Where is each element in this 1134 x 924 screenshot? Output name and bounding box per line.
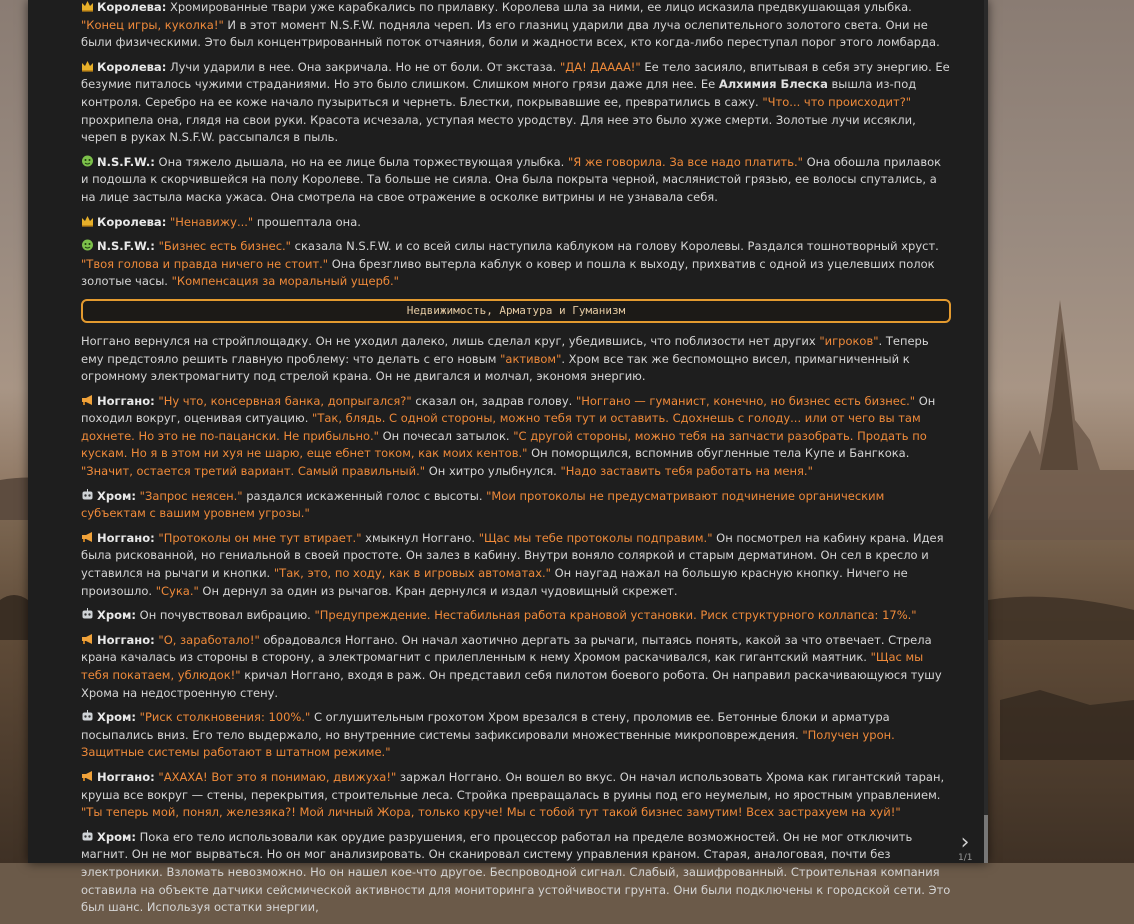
message [81, 632, 951, 702]
speaker-name: Королева: [97, 214, 167, 229]
quote-text: "Что... что происходит?" [762, 94, 912, 109]
crown-icon [81, 0, 94, 12]
message [81, 0, 951, 52]
quote-text: "АХАХА! Вот это я понимаю, движуха!" [158, 769, 397, 784]
green-face-icon [81, 155, 94, 167]
section-title: Недвижимость, Арматура и Гуманизм [81, 299, 951, 323]
quote-text: "Риск столкновения: 100%." [139, 710, 311, 725]
quote-text: "Мои протоколы не предусматривают подчинение органическим субъектам с вашим уровнем угрозы." [81, 488, 885, 521]
quote-text: "Щас мы тебя покатаем, ублюдок!" [81, 650, 924, 682]
speaker-name: N.S.F.W.: [97, 239, 155, 254]
speaker-name: Ноггано: [97, 393, 155, 408]
speaker-name: N.S.F.W.: [97, 154, 155, 169]
narration-text: Пока его тело использовали как орудие разрушения, его процессор работал на пределе возможностей. Он не мог отключить магнит. Он не мог вырваться. Но он мог анализировать. Он сканировал систему управления краном. Старая, аналоговая, почти без электроники. Взломать невозможно. Но он нашел кое-что другое. Беспроводной сигнал. Слабый, зашифрованный. Строительная компания оставила на объекте датчики сейсмической активности для мониторинга устойчивости грунта. Они были подключены к городской сети. Это был шанс. Используя остатки энергии, [81, 829, 951, 915]
speaker-name: Ноггано: [97, 769, 155, 784]
robot-icon [81, 608, 94, 620]
quote-text: "Запрос неясен." [139, 488, 243, 503]
quote-text: "Сука." [155, 583, 199, 598]
narration-text: хмыкнул Ноггано. [361, 530, 479, 545]
speaker-name: Ноггано: [97, 632, 155, 647]
bold-text: Алхимия Блеска [718, 77, 828, 92]
narration-text: сказал он, задрав голову. [411, 393, 576, 408]
page-indicator: 1/1 [958, 853, 973, 863]
quote-text: "Ну что, консервная банка, допрыгался?" [158, 393, 412, 408]
megaphone-icon [81, 394, 94, 406]
message [81, 607, 951, 625]
crown-icon [81, 60, 94, 72]
quote-text: "Бизнес есть бизнес." [158, 239, 291, 254]
narration-text: С оглушительным грохотом Хром врезался в стену, проломив ее. Бетонные блоки и арматура посыпались вниз. Его тело выдержало, но внутренние системы зафиксировали множественные микроповреждения. [81, 710, 890, 742]
narration-text: . Хром все так же беспомощно висел, примагниченный к огромному электромагниту под стрелой крана. Он не двигался и молчал, экономя энергию. [81, 351, 910, 384]
narration-text: раздался искаженный голос с высоты. [242, 488, 487, 503]
message [81, 214, 951, 232]
narration-text: Ее тело засияло, впитывая в себя эту энергию. Ее безумие питалось чужими страданиями. Но это было слишком. Слишком много грязи даже для нее. Ее [81, 59, 950, 92]
narration-text: прошептала она. [253, 214, 361, 229]
message [81, 154, 951, 207]
speaker-name: Хром: [97, 488, 136, 503]
message [81, 488, 951, 523]
message [81, 333, 951, 386]
quote-text: "Я же говорила. За все надо платить." [567, 154, 803, 169]
speaker-name: Королева: [97, 59, 167, 74]
megaphone-icon [81, 633, 94, 645]
message-list [81, 0, 951, 924]
speaker-name: Хром: [97, 710, 136, 725]
speaker-name: Ноггано: [97, 530, 155, 545]
quote-text: "Ты теперь мой, понял, железяка?! Мой личный Жора, только круче! Мы с тобой тут такой бизнес замутим! Всех застрахуем на хуй!" [81, 805, 901, 820]
quote-text: "Щас мы тебе протоколы подправим." [478, 530, 713, 545]
quote-text: "Ноггано — гуманист, конечно, но бизнес есть бизнес." [575, 393, 916, 408]
message [81, 709, 951, 762]
speaker-name: Хром: [97, 608, 136, 623]
scrollbar-thumb[interactable] [984, 815, 988, 863]
speaker-name: Королева: [97, 0, 167, 14]
narration-text: И в этот момент N.S.F.W. подняла череп. Из его глазниц ударили два луча ослепительного золотого света. Они не были физическими. Это был концентрированный поток отчаяния, боли и жадности всех, кто когда-либо переступал порог этого ломбарда. [81, 17, 940, 50]
scrollbar[interactable] [984, 0, 988, 863]
narration-text: Она обошла прилавок и подошла к скорчившейся на полу Королеве. Та больше не сияла. Она была покрыта черной, маслянистой грязью, ее волосы спутались, а на лице застыла маска ужаса. Она смотрела на свое отражение в осколке витрины и не узнавала себя. [81, 154, 942, 204]
narration-text: Он хитро улыбнулся. [425, 464, 561, 479]
quote-text: "Значит, остается третий вариант. Самый правильный." [81, 464, 426, 479]
narration-text: Он наугад нажал на большую красную кнопку. Ничего не произошло. [81, 566, 908, 598]
quote-text: "Так, это, по ходу, как в игровых автоматах." [273, 566, 551, 581]
narration-text: Он походил вокруг, оценивая ситуацию. [81, 393, 936, 426]
robot-icon [81, 710, 94, 722]
narration-text: Она тяжело дышала, но на ее лице была торжествующая улыбка. [154, 154, 568, 169]
message [81, 829, 951, 917]
megaphone-icon [81, 770, 94, 782]
robot-icon [81, 830, 94, 842]
quote-text: "Протоколы он мне тут втирает." [158, 530, 362, 545]
quote-text: "Предупреждение. Нестабильная работа крановой установки. Риск структурного коллапса: 17%." [314, 608, 917, 623]
quote-text: "Надо заставить тебя работать на меня." [560, 464, 813, 479]
message [81, 393, 951, 481]
message [81, 769, 951, 822]
message [81, 238, 951, 291]
quote-text: "Так, блядь. С одной стороны, можно тебя тут и оставить. Сдохнешь с голоду... или от чего вы там дохнете. Но это не по-пацански. Не прибыльно." [81, 411, 921, 443]
narration-text: кричал Ноггано, входя в раж. Он представил себя пилотом боевого робота. Он направил раскачивающуюся тушу Хрома на недостроенную стену. [81, 668, 942, 700]
narration-text: прохрипела она, глядя на свои руки. Красота исчезала, уступая место уродству. Для нее это было хуже смерти. Золотые лучи иссякли, череп в руках N.S.F.W. рассыпался в пыль. [81, 112, 916, 145]
narration-text: Ноггано вернулся на стройплощадку. Он не уходил далеко, лишь сделал круг, убедившись, что поблизости нет других [81, 333, 820, 348]
narration-text: Она брезгливо вытерла каблук о ковер и пошла к выходу, прихватив с одной из уцелевших полок золотые часы. [81, 256, 935, 289]
chevron-right-icon[interactable]: › [960, 830, 970, 855]
narration-text: сказала N.S.F.W. и со всей силы наступила каблуком на голову Королевы. Раздался тошнотворный хруст. [290, 239, 939, 254]
crown-icon [81, 215, 94, 227]
quote-text: "Твоя голова и правда ничего не стоит." [81, 256, 329, 271]
quote-text: "игроков" [819, 333, 879, 348]
narration-text: вышла из-под контроля. Серебро на ее коже начало пузыриться и чернеть. Блестки, покрывавшие ее, превратились в сажу. [81, 77, 917, 109]
narration-text: . Теперь ему предстояло решить главную проблему: что делать с его новым [81, 333, 929, 366]
narration-text: Лучи ударили в нее. Она закричала. Но не от боли. От экстаза. [166, 59, 560, 74]
green-face-icon [81, 239, 94, 251]
quote-text: "О, заработало!" [158, 632, 260, 647]
robot-icon [81, 489, 94, 501]
narration-text: заржал Ноггано. Он вошел во вкус. Он начал использовать Хрома как гигантский таран, круша все вокруг — стены, перекрытия, строительные леса. Стройка превращалась в руины под его неумелым, но яростным управлением. [81, 769, 945, 802]
chat-panel [28, 0, 988, 915]
megaphone-icon [81, 531, 94, 543]
narration-text: Он почесал затылок. [378, 428, 514, 443]
quote-text: "С другой стороны, можно тебя на запчасти разобрать. Продать по кускам. Но я в этом ни хуя не шарю, еще ебнет током, как моих кентов." [81, 428, 927, 461]
quote-text: "активом" [500, 351, 562, 366]
message [81, 530, 951, 600]
message [81, 59, 951, 147]
narration-text: Хромированные твари уже карабкались по прилавку. Королева шла за ними, ее лицо исказила предвкушающая улыбка. [166, 0, 912, 14]
quote-text: "ДА! ДАААА!" [559, 59, 641, 74]
speaker-name: Хром: [97, 829, 136, 844]
quote-text: "Компенсация за моральный ущерб." [171, 274, 399, 289]
narration-text: Он посмотрел на кабину крана. Идея была рискованной, но гениальной в своей простоте. Он залез в кабину. Внутри воняло соляркой и старым дерматином. Он сел в кресло и уставился на рычаги и кнопки. [81, 530, 944, 581]
quote-text: "Получен урон. Защитные системы работают в штатном режиме." [81, 727, 895, 760]
narration-text: обрадовался Ноггано. Он начал хаотично дергать за рычаги, пытаясь понять, какой за что отвечает. Стрела крана качалась из стороны в сторону, а электромагнит с прилепленным к нему Хромом раскачивался, как гигантский маятник. [81, 632, 932, 665]
narration-text: Он почувствовал вибрацию. [136, 608, 315, 623]
quote-text: "Ненавижу..." [169, 214, 254, 229]
narration-text: Он дернул за один из рычагов. Кран дернулся и издал чудовищный скрежет. [198, 583, 678, 598]
quote-text: "Конец игры, куколка!" [81, 17, 224, 32]
narration-text: Он поморщился, вспомнив обугленные тела Купе и Бангкока. [527, 446, 910, 461]
